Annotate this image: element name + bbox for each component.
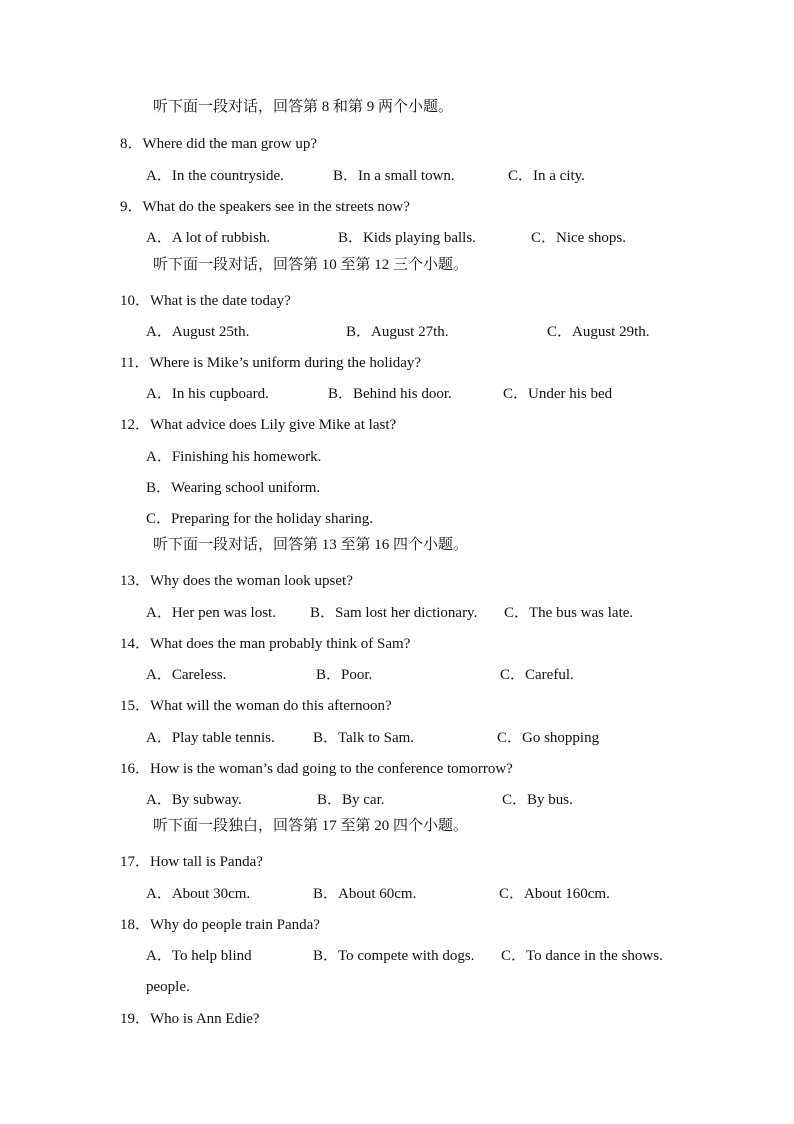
question-10: 10．What is the date today? [120, 293, 291, 309]
question-16-option-b: B．By car. [317, 792, 385, 808]
question-12-option-a: A．Finishing his homework. [146, 449, 322, 465]
question-13-option-c: C．The bus was late. [504, 605, 634, 621]
question-13-option-a: A．Her pen was lost. [146, 605, 276, 621]
section-instruction: 听下面一段对话，回答第 10 至第 12 三个小题。 [153, 257, 469, 273]
question-19: 19．Who is Ann Edie? [120, 1011, 260, 1027]
question-18-option-a-continuation: people. [146, 979, 190, 995]
question-15-option-b: B．Talk to Sam. [313, 730, 415, 746]
question-9-option-a: A．A lot of rubbish. [146, 230, 271, 246]
question-12: 12．What advice does Lily give Mike at last? [120, 417, 397, 433]
question-18: 18．Why do people train Panda? [120, 917, 320, 933]
question-9-option-c: C．Nice shops. [531, 230, 626, 246]
section-instruction: 听下面一段对话，回答第 13 至第 16 四个小题。 [153, 537, 469, 553]
question-14-option-b: B．Poor. [316, 667, 373, 683]
question-17-option-b: B．About 60cm. [313, 886, 417, 902]
question-8-option-a: A．In the countryside. [146, 168, 284, 184]
question-16-option-c: C．By bus. [502, 792, 573, 808]
question-17: 17．How tall is Panda? [120, 854, 263, 870]
question-8-option-c: C．In a city. [508, 168, 585, 184]
question-10-option-b: B．August 27th. [346, 324, 449, 340]
question-9-option-b: B．Kids playing balls. [338, 230, 476, 246]
question-16-option-a: A．By subway. [146, 792, 242, 808]
question-8-option-b: B．In a small town. [333, 168, 455, 184]
question-18-option-a: A．To help blind [146, 948, 252, 964]
question-15-option-c: C．Go shopping [497, 730, 600, 746]
question-11-option-b: B．Behind his door. [328, 386, 452, 402]
question-10-option-a: A．August 25th. [146, 324, 250, 340]
question-18-option-c: C．To dance in the shows. [501, 948, 663, 964]
question-14-option-c: C．Careful. [500, 667, 574, 683]
question-17-option-a: A．About 30cm. [146, 886, 251, 902]
question-18-option-b: B．To compete with dogs. [313, 948, 475, 964]
question-9: 9．What do the speakers see in the streets now? [120, 199, 410, 215]
question-11-option-c: C．Under his bed [503, 386, 613, 402]
question-13-option-b: B．Sam lost her dictionary. [310, 605, 478, 621]
question-11: 11．Where is Mike’s uniform during the holiday? [120, 355, 422, 371]
question-15-option-a: A．Play table tennis. [146, 730, 275, 746]
question-13: 13．Why does the woman look upset? [120, 573, 353, 589]
question-12-option-c: C．Preparing for the holiday sharing. [146, 511, 374, 527]
question-15: 15．What will the woman do this afternoon? [120, 698, 392, 714]
question-12-option-b: B．Wearing school uniform. [146, 480, 321, 496]
question-8: 8．Where did the man grow up? [120, 136, 318, 152]
question-17-option-c: C．About 160cm. [499, 886, 610, 902]
question-11-option-a: A．In his cupboard. [146, 386, 269, 402]
section-instruction: 听下面一段独白，回答第 17 至第 20 四个小题。 [153, 818, 469, 834]
question-16: 16．How is the woman’s dad going to the conference tomorrow? [120, 761, 513, 777]
section-instruction: 听下面一段对话，回答第 8 和第 9 两个小题。 [153, 99, 454, 115]
question-14-option-a: A．Careless. [146, 667, 227, 683]
question-14: 14．What does the man probably think of Sam? [120, 636, 411, 652]
question-10-option-c: C．August 29th. [547, 324, 650, 340]
